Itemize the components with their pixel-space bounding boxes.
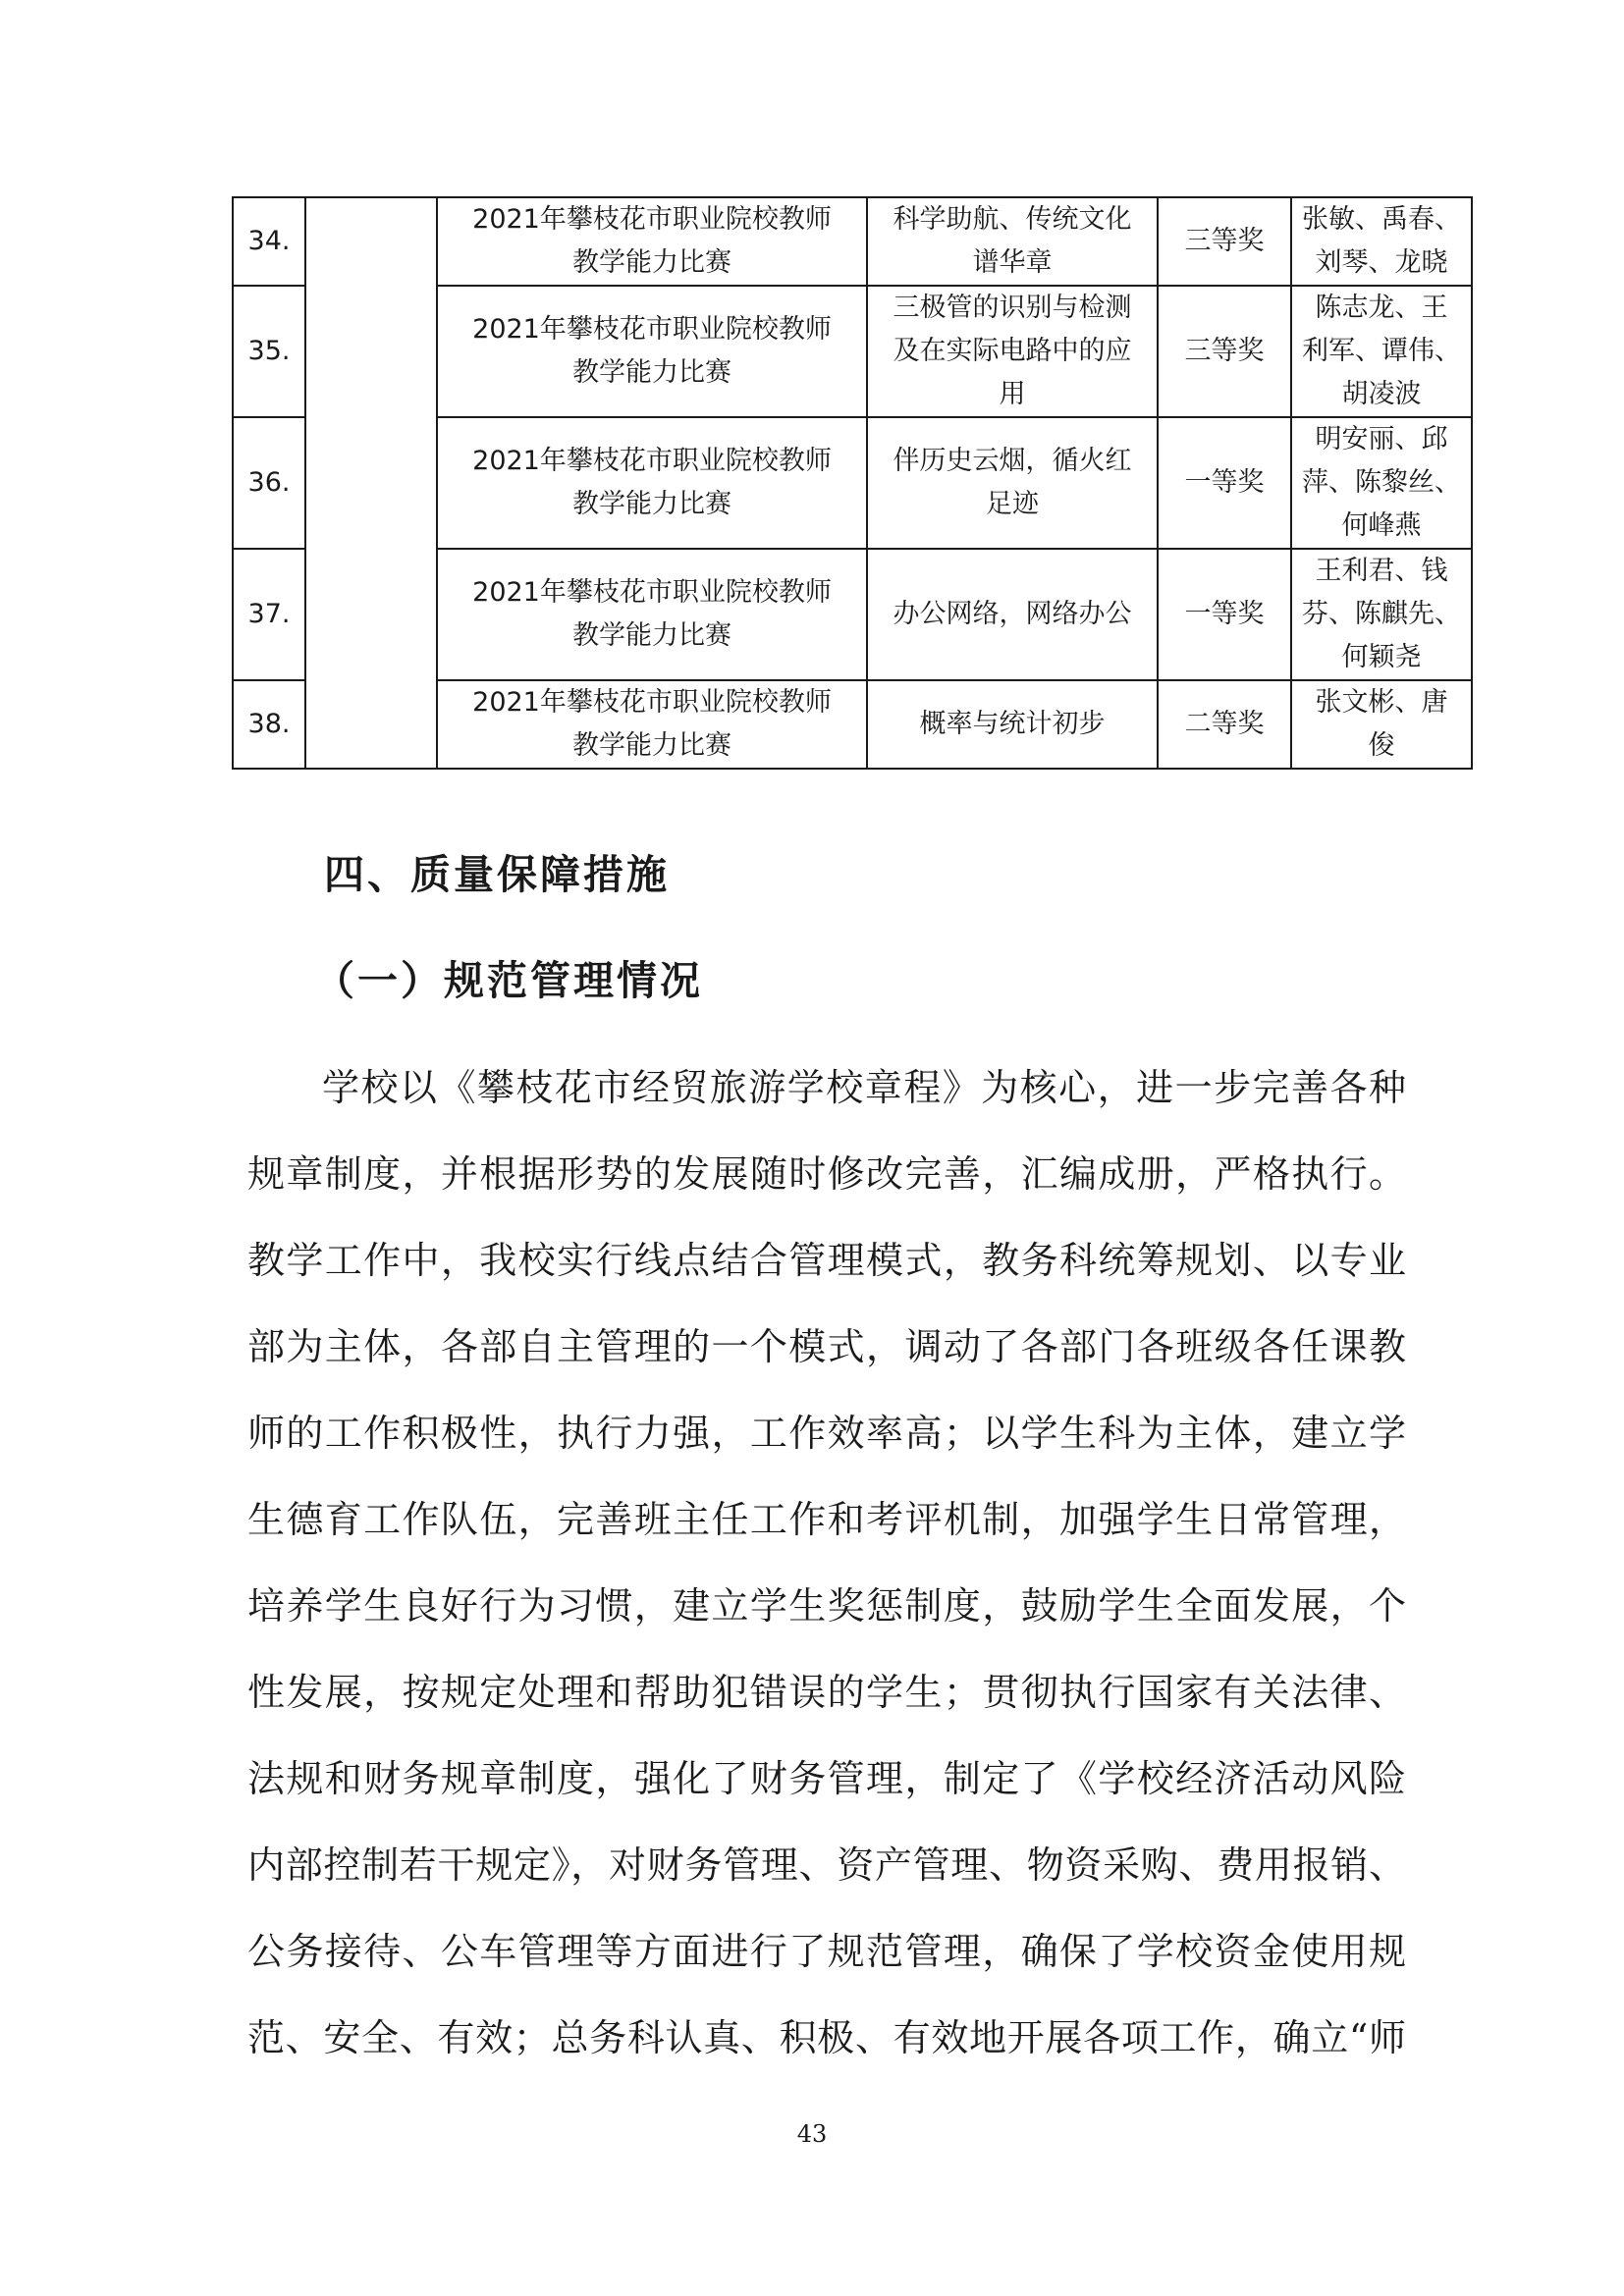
award-level: 二等奖 [1158, 680, 1291, 769]
row-number: 34. [233, 197, 305, 286]
winners-line: 张敏、禹春、 [1302, 204, 1461, 235]
paragraph-line: 法规和财务规章制度，强化了财务管理，制定了《学校经济活动风险 [247, 1757, 1406, 1800]
table-row [233, 197, 1472, 286]
winners-line: 芬、陈麒先、 [1302, 599, 1461, 629]
title-line: 足迹 [986, 489, 1039, 519]
contest-line: 教学能力比赛 [572, 489, 731, 519]
work-title [867, 417, 1158, 549]
title-line: 伴历史云烟，循火红 [893, 446, 1132, 476]
paragraph-line: 公务接待、公车管理等方面进行了规范管理，确保了学校资金使用规 [247, 1930, 1406, 1973]
title-line: 及在实际电路中的应 [893, 336, 1132, 366]
title-line: 概率与统计初步 [919, 709, 1106, 739]
work-title [867, 680, 1158, 769]
body-paragraph [247, 1044, 1406, 2081]
title-line: 办公网络，网络办公 [893, 599, 1132, 629]
contest-line: 2021年攀枝花市职业院校教师 [472, 687, 832, 718]
award-level: 三等奖 [1158, 197, 1291, 286]
row-number: 38. [233, 680, 305, 769]
paragraph-line: 师的工作积极性，执行力强，工作效率高；以学生科为主体，建立学 [247, 1412, 1406, 1455]
paragraph-line: 学校以《攀枝花市经贸旅游学校章程》为核心，进一步完善各种 [322, 1066, 1406, 1109]
winners-line: 王利君、钱 [1315, 556, 1448, 586]
contest-line: 2021年攀枝花市职业院校教师 [472, 577, 832, 608]
contest-name [437, 549, 867, 680]
work-title [867, 286, 1158, 417]
contest-name [437, 680, 867, 769]
winners [1291, 417, 1472, 549]
winners-line: 刘琴、龙晓 [1315, 247, 1448, 278]
paragraph-line: 部为主体，各部自主管理的一个模式，调动了各部门各班级各任课教 [247, 1325, 1406, 1368]
paragraph-line: 教学工作中，我校实行线点结合管理模式，教务科统筹规划、以专业 [247, 1239, 1406, 1282]
awards-table [232, 196, 1473, 770]
section-heading: 四、质量保障措施 [324, 851, 670, 898]
award-level: 一等奖 [1158, 417, 1291, 549]
paragraph-line: 规章制度，并根据形势的发展随时修改完善，汇编成册，严格执行。 [247, 1152, 1406, 1196]
winners-line: 陈志龙、王 [1315, 293, 1448, 323]
winners [1291, 680, 1472, 769]
contest-line: 2021年攀枝花市职业院校教师 [472, 446, 832, 476]
contest-line: 2021年攀枝花市职业院校教师 [472, 314, 832, 345]
winners-line: 俊 [1368, 730, 1395, 761]
work-title [867, 549, 1158, 680]
paragraph-line: 培养学生良好行为习惯，建立学生奖惩制度，鼓励学生全面发展，个 [247, 1584, 1406, 1628]
winners-line: 明安丽、邱 [1315, 424, 1448, 454]
title-line: 谱华章 [972, 247, 1053, 278]
award-level: 三等奖 [1158, 286, 1291, 417]
contest-line: 教学能力比赛 [572, 247, 731, 278]
winners-line: 何峰燕 [1341, 510, 1422, 541]
contest-name [437, 417, 867, 549]
paragraph-line: 性发展，按规定处理和帮助犯错误的学生；贯彻执行国家有关法律、 [247, 1671, 1406, 1714]
winners-line: 利军、谭伟、 [1302, 336, 1461, 366]
contest-line: 教学能力比赛 [572, 620, 731, 651]
row-number: 36. [233, 417, 305, 549]
winners-line: 萍、陈黎丝、 [1302, 467, 1461, 498]
title-line: 科学助航、传统文化 [893, 204, 1132, 235]
paragraph-line: 范、安全、有效；总务科认真、积极、有效地开展各项工作，确立“师 [247, 2016, 1406, 2059]
row-number: 37. [233, 549, 305, 680]
paragraph-line: 内部控制若干规定》，对财务管理、资产管理、物资采购、费用报销、 [247, 1843, 1406, 1887]
winners [1291, 197, 1472, 286]
title-line: 用 [999, 379, 1026, 409]
winners-line: 胡凌波 [1341, 379, 1422, 409]
winners [1291, 286, 1472, 417]
award-level: 一等奖 [1158, 549, 1291, 680]
contest-line: 教学能力比赛 [572, 730, 731, 761]
title-line: 三极管的识别与检测 [893, 293, 1132, 323]
paragraph-line: 生德育工作队伍，完善班主任工作和考评机制，加强学生日常管理， [247, 1498, 1406, 1541]
page-number: 43 [796, 2120, 828, 2148]
winners [1291, 549, 1472, 680]
merged-category-cell [305, 197, 437, 769]
winners-line: 张文彬、唐 [1315, 687, 1448, 718]
contest-name [437, 286, 867, 417]
contest-name [437, 197, 867, 286]
work-title [867, 197, 1158, 286]
contest-line: 教学能力比赛 [572, 357, 731, 388]
row-number: 35. [233, 286, 305, 417]
subsection-heading: （一）规范管理情况 [314, 957, 703, 1004]
winners-line: 何颖尧 [1341, 642, 1422, 672]
contest-line: 2021年攀枝花市职业院校教师 [472, 204, 832, 235]
